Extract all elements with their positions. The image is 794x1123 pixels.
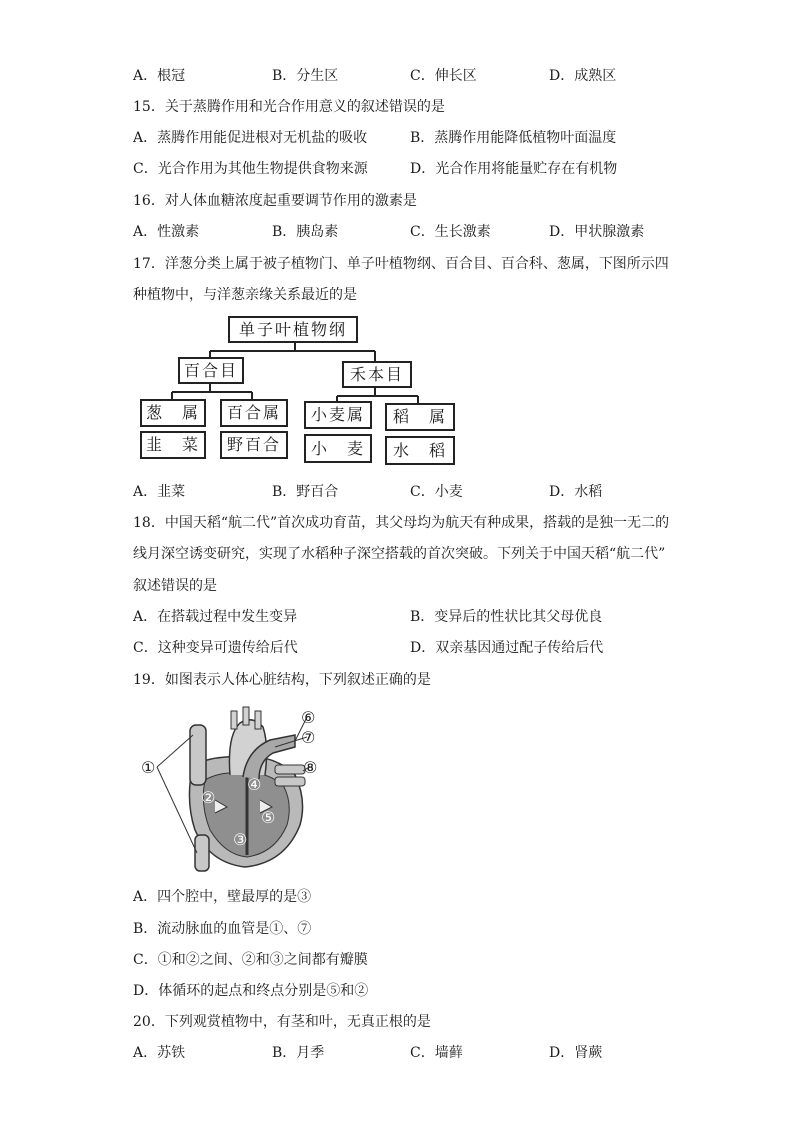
tree-node-genus-allium: 葱 属 bbox=[140, 399, 206, 427]
q17-option-d: D．水稻 bbox=[549, 484, 603, 500]
heart-label-5: ⑤ bbox=[261, 808, 276, 827]
q16-stem: 16．对人体血糖浓度起重要调节作用的激素是 bbox=[133, 193, 417, 209]
q15-option-b: B．蒸腾作用能降低植物叶面温度 bbox=[410, 130, 617, 146]
heart-label-6: ⑥ bbox=[301, 708, 316, 727]
q14-option-c: C．伸长区 bbox=[410, 68, 477, 84]
tree-node-species-wheat: 小 麦 bbox=[304, 434, 372, 463]
q17-stem-line2: 种植物中，与洋葱亲缘关系最近的是 bbox=[133, 287, 357, 303]
q16-option-a: A．性激素 bbox=[133, 224, 200, 240]
q18-option-b: B．变异后的性状比其父母优良 bbox=[410, 609, 603, 625]
q18-stem-line2: 线月深空诱变研究，实现了水稻种子深空搭载的首次突破。下列关于中国天稻“航二代” bbox=[133, 546, 666, 562]
tree-node-species-wild-lily: 野百合 bbox=[220, 431, 288, 459]
q19-option-a: A．四个腔中，壁最厚的是③ bbox=[133, 889, 312, 905]
q17-option-b: B．野百合 bbox=[272, 484, 339, 500]
q18-stem-line1: 18．中国天稻“航二代”首次成功育苗，其父母均为航天有种成果，搭载的是独一无二的 bbox=[133, 515, 670, 531]
q16-option-b: B．胰岛素 bbox=[272, 224, 339, 240]
q19-option-d: D．体循环的起点和终点分别是⑤和② bbox=[133, 983, 369, 999]
tree-node-genus-triticum: 小麦属 bbox=[304, 401, 372, 429]
q15-stem: 15．关于蒸腾作用和光合作用意义的叙述错误的是 bbox=[133, 99, 445, 115]
tree-node-genus-oryza: 稻 属 bbox=[385, 403, 455, 431]
tree-node-genus-lilium: 百合属 bbox=[220, 399, 288, 427]
tree-node-species-rice: 水 稻 bbox=[385, 436, 455, 465]
q18-option-c: C．这种变异可遗传给后代 bbox=[133, 640, 298, 656]
q19-option-c: C．①和②之间、②和③之间都有瓣膜 bbox=[133, 952, 368, 968]
tree-node-order-lily: 百合目 bbox=[178, 357, 244, 384]
q20-option-a: A．苏铁 bbox=[133, 1045, 186, 1061]
q20-option-d: D．肾蕨 bbox=[549, 1045, 603, 1061]
tree-node-order-grass: 禾本目 bbox=[342, 361, 412, 388]
q16-option-c: C．生长激素 bbox=[410, 224, 491, 240]
q17-stem-line1: 17．洋葱分类上属于被子植物门、单子叶植物纲、百合目、百合科、葱属，下图所示四 bbox=[133, 256, 669, 272]
q14-option-d: D．成熟区 bbox=[549, 68, 617, 84]
q15-option-d: D．光合作用将能量贮存在有机物 bbox=[410, 161, 618, 177]
q15-option-a: A．蒸腾作用能促进根对无机盐的吸收 bbox=[133, 130, 368, 146]
q18-stem-line3: 叙述错误的是 bbox=[133, 578, 217, 594]
q19-option-b: B．流动脉血的血管是①、⑦ bbox=[133, 921, 312, 937]
q18-option-d: D．双亲基因通过配子传给后代 bbox=[410, 640, 604, 656]
q14-option-a: A．根冠 bbox=[133, 68, 186, 84]
heart-label-1: ① bbox=[141, 758, 156, 777]
heart-label-7: ⑦ bbox=[301, 728, 316, 747]
q17-option-a: A．韭菜 bbox=[133, 484, 186, 500]
q16-option-d: D．甲状腺激素 bbox=[549, 224, 645, 240]
q20-option-c: C．墙藓 bbox=[410, 1045, 463, 1061]
heart-label-4: ④ bbox=[247, 775, 262, 794]
tree-node-class: 单子叶植物纲 bbox=[228, 316, 358, 343]
heart-diagram bbox=[135, 705, 335, 875]
q17-option-c: C．小麦 bbox=[410, 484, 463, 500]
heart-label-8: ⑧ bbox=[303, 758, 318, 777]
q20-option-b: B．月季 bbox=[272, 1045, 325, 1061]
heart-label-2: ② bbox=[201, 788, 216, 807]
q19-stem: 19．如图表示人体心脏结构，下列叙述正确的是 bbox=[133, 672, 431, 688]
q20-stem: 20．下列观赏植物中，有茎和叶，无真正根的是 bbox=[133, 1014, 431, 1030]
heart-label-3: ③ bbox=[233, 830, 248, 849]
q14-option-b: B．分生区 bbox=[272, 68, 339, 84]
q15-option-c: C．光合作用为其他生物提供食物来源 bbox=[133, 161, 368, 177]
q18-option-a: A．在搭载过程中发生变异 bbox=[133, 609, 298, 625]
tree-node-species-chive: 韭 菜 bbox=[140, 431, 206, 459]
